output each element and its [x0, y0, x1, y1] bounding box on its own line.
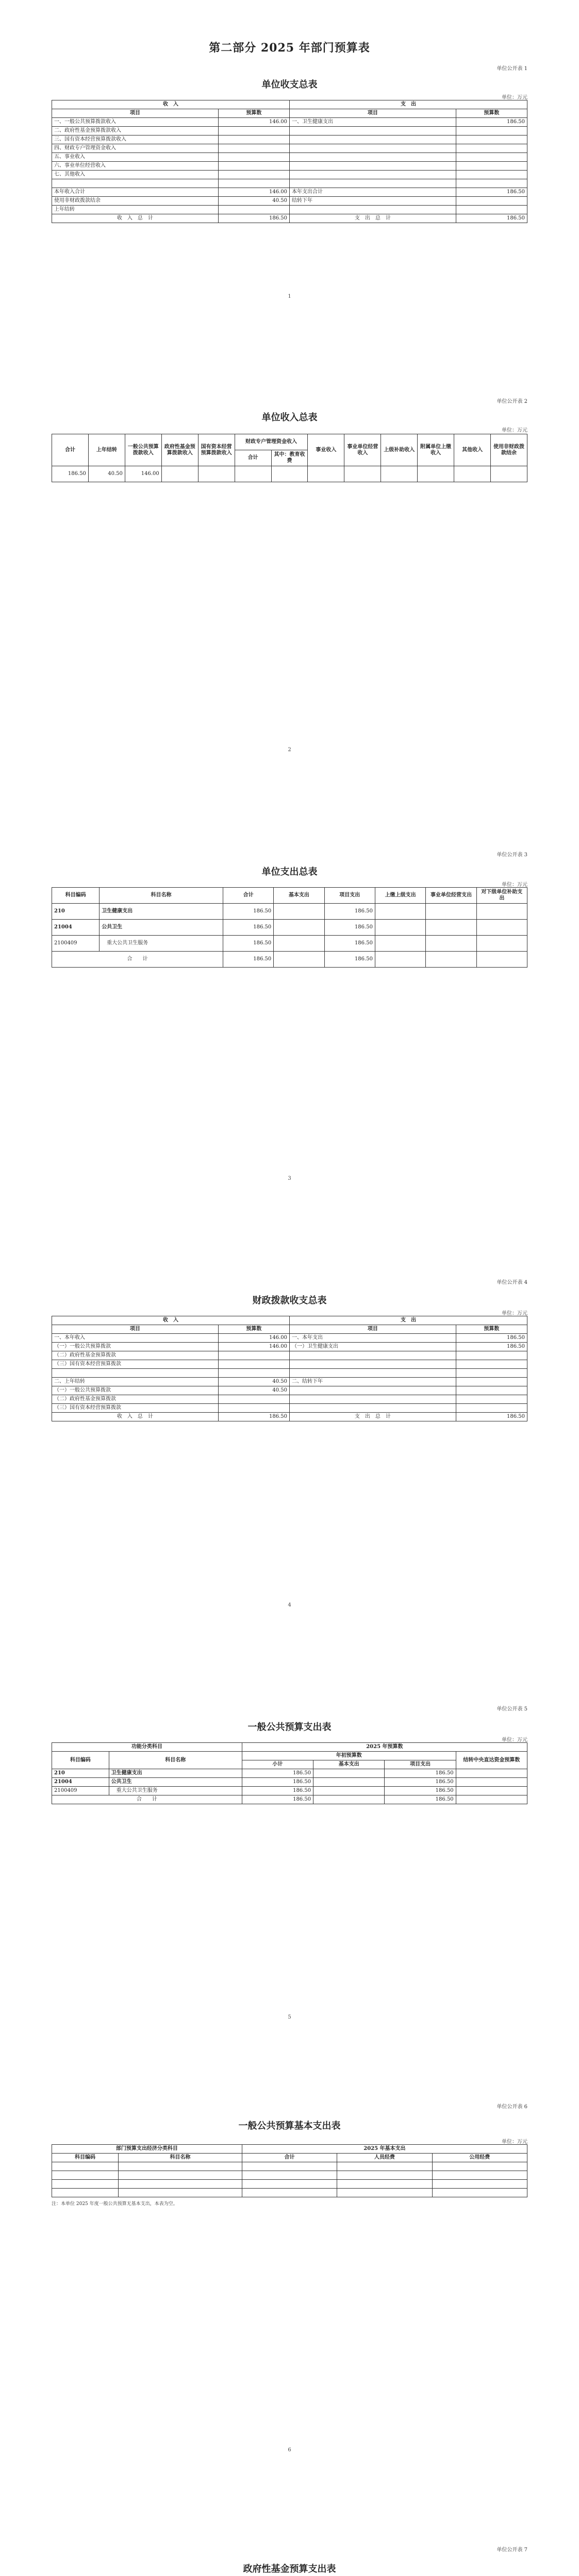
table-cell: [476, 904, 527, 920]
col-header: 上年结转: [88, 434, 125, 466]
table-row: [52, 1787, 527, 1795]
table-cell: 结转下年: [289, 197, 456, 206]
table-cell: [375, 920, 425, 936]
sum-header: 小计: [242, 1760, 313, 1769]
table-cell: [344, 466, 381, 482]
general-budget-expense-table: [52, 1742, 527, 1804]
total-cell: 支 出 总 计: [289, 214, 456, 223]
table-cell: [274, 920, 324, 936]
project-header: 项目支出: [385, 1760, 456, 1769]
table-cell: 21004: [52, 920, 100, 936]
table-cell: 公共卫生: [109, 1778, 242, 1787]
table-cell: （一）一般公共预算拨款: [52, 1343, 219, 1351]
table-cell: [456, 171, 527, 179]
table-row: [52, 179, 527, 188]
form-number: 单位公开表 4: [497, 1280, 527, 1285]
col-header: 合计: [235, 450, 271, 466]
table-cell: [218, 144, 289, 153]
table-cell: 40.50: [88, 466, 125, 482]
table-cell: [456, 135, 527, 144]
table-cell: [418, 466, 454, 482]
form-number: 单位公开表 5: [497, 1706, 527, 1712]
table-cell: [426, 920, 476, 936]
table-row: [52, 1395, 527, 1404]
col-header: 上级补助收入: [381, 434, 418, 466]
table-cell: [456, 197, 527, 206]
table-cell: 上年结转: [52, 206, 219, 214]
table-title: 政府性基金预算支出表: [243, 2564, 336, 2574]
table-cell: [289, 144, 456, 153]
table-cell: [218, 206, 289, 214]
table-cell: 使用非财政拨款结余: [52, 197, 219, 206]
table-row: [52, 1378, 527, 1386]
table-cell: [456, 1404, 527, 1413]
table-cell: 公共卫生: [100, 920, 223, 936]
col-header: 公用经费: [432, 2154, 527, 2162]
table-row: [52, 904, 527, 920]
table-row: [52, 466, 527, 482]
table-cell: 186.50: [385, 1769, 456, 1778]
table-cell: 一、一般公共预算拨款收入: [52, 118, 219, 127]
table-cell: [218, 1404, 289, 1413]
page-number: 5: [288, 2014, 291, 2020]
expense-summary-table: [52, 887, 527, 968]
table-row: [52, 1360, 527, 1369]
table-cell: [456, 1351, 527, 1360]
col-header: 国有资本经营预算拨款收入: [198, 434, 235, 466]
table-cell: [52, 179, 219, 188]
table-cell: [218, 171, 289, 179]
table-row: [52, 171, 527, 179]
table-cell: 二、上年结转: [52, 1378, 219, 1386]
income-expense-summary-table: [52, 100, 527, 223]
table-cell: 40.50: [218, 1378, 289, 1386]
table-cell: 五、事业收入: [52, 153, 219, 162]
unit-label: 单位：万元: [502, 95, 527, 100]
part-title: 第二部分 2025 年部门预算表: [209, 41, 370, 55]
table-cell: 本年支出合计: [289, 188, 456, 197]
col-header: 合计: [52, 434, 89, 466]
total-label: 合 计: [52, 952, 223, 968]
table-cell: 186.50: [242, 1769, 313, 1778]
table-title: 一般公共预算支出表: [247, 1722, 332, 1733]
table-cell: 146.00: [125, 466, 161, 482]
page-number: 4: [288, 1602, 291, 1608]
table-cell: 二、结转下年: [289, 1378, 456, 1386]
total-cell: 186.50: [456, 214, 527, 223]
table-cell: 186.50: [223, 936, 273, 952]
table-cell: 七、其他收入: [52, 171, 219, 179]
total-cell: 收 入 总 计: [52, 1413, 219, 1421]
code-header: 科目编码: [52, 1752, 109, 1769]
fiscal-income-expense-table: [52, 1316, 527, 1421]
table-row: [52, 1778, 527, 1787]
table-cell: 186.50: [324, 920, 375, 936]
table-cell: [52, 1369, 219, 1378]
col-header: 事业单位经营收入: [344, 434, 381, 466]
table-cell: 146.00: [218, 1334, 289, 1343]
func-header: 功能分类科目: [52, 1743, 242, 1752]
table-cell: [313, 1787, 385, 1795]
unit-label: 单位：万元: [502, 882, 527, 888]
col-header: 政府性基金预算拨款收入: [161, 434, 198, 466]
table-cell: [198, 466, 235, 482]
table-cell: [491, 466, 527, 482]
table-cell: [218, 153, 289, 162]
total-cell: [426, 952, 476, 968]
table-cell: [218, 179, 289, 188]
col-header: 对下级单位补助支出: [476, 888, 527, 904]
unit-label: 单位：万元: [502, 428, 527, 433]
item-header: 项目: [52, 1325, 219, 1334]
table-cell: 一、卫生健康支出: [289, 118, 456, 127]
table-cell: [476, 920, 527, 936]
unit-label: 单位：万元: [502, 1311, 527, 1316]
table-cell: [218, 127, 289, 135]
table-row: [52, 1334, 527, 1343]
page-number: 3: [288, 1176, 291, 1181]
basic-header: 基本支出: [313, 1760, 385, 1769]
table-row: [52, 1369, 527, 1378]
table-cell: [456, 1769, 527, 1778]
expense-header: 支 出: [289, 1316, 527, 1325]
budget-header: 预算数: [456, 1325, 527, 1334]
page-number: 2: [288, 747, 291, 753]
table-cell: 186.50: [324, 904, 375, 920]
table-cell: 186.50: [385, 1787, 456, 1795]
form-number: 单位公开表 6: [497, 2104, 527, 2110]
total-cell: 支 出 总 计: [289, 1413, 456, 1421]
col-header: 科目编码: [52, 2154, 119, 2162]
table-row: [52, 153, 527, 162]
table-cell: [218, 1395, 289, 1404]
form-number: 单位公开表 7: [497, 2547, 527, 2553]
table-cell: [218, 162, 289, 171]
year-header: 2025 年基本支出: [242, 2145, 527, 2154]
table-cell: [313, 1778, 385, 1787]
table-row: [52, 162, 527, 171]
table-row: [52, 1769, 527, 1778]
table-cell: [313, 1769, 385, 1778]
table-cell: 186.50: [385, 1778, 456, 1787]
col-header: 其中：教育收费: [271, 450, 308, 466]
table-note: 注：本单位 2025 年度一般公共预算无基本支出，本表为空。: [52, 2201, 178, 2207]
total-cell: 186.50: [385, 1795, 456, 1804]
table-cell: [456, 1378, 527, 1386]
table-cell: 186.50: [456, 188, 527, 197]
item-header: 项目: [52, 109, 219, 118]
table-row: [52, 127, 527, 135]
form-number: 单位公开表 3: [497, 852, 527, 858]
table-cell: （三）国有资本经营预算拨款: [52, 1360, 219, 1369]
col-header: 附属单位上缴收入: [418, 434, 454, 466]
col-header: 科目名称: [100, 888, 223, 904]
total-cell: 186.50: [456, 1413, 527, 1421]
table-cell: [218, 1369, 289, 1378]
table-cell: 六、事业单位经营收入: [52, 162, 219, 171]
table-cell: [289, 135, 456, 144]
table-cell: 2100409: [52, 936, 100, 952]
total-cell: [456, 1795, 527, 1804]
table-cell: [426, 904, 476, 920]
table-cell: 40.50: [218, 197, 289, 206]
total-cell: [375, 952, 425, 968]
page-number: 1: [288, 294, 291, 299]
table-cell: （二）政府性基金预算拨款: [52, 1351, 219, 1360]
basic-expense-table: [52, 2144, 527, 2197]
table-cell: [161, 466, 198, 482]
table-cell: 2100409: [52, 1787, 109, 1795]
table-cell: [456, 1369, 527, 1378]
table-cell: 146.00: [218, 188, 289, 197]
item-header: 项目: [289, 1325, 456, 1334]
table-title: 一般公共预算基本支出表: [238, 2121, 341, 2131]
table-row: [52, 197, 527, 206]
table-cell: [218, 135, 289, 144]
table-cell: [454, 466, 491, 482]
table-row: [52, 1386, 527, 1395]
table-cell: （一）一般公共预算拨款: [52, 1386, 219, 1395]
table-cell: 卫生健康支出: [100, 904, 223, 920]
table-cell: 重大公共卫生服务: [109, 1787, 242, 1795]
table-cell: 146.00: [218, 118, 289, 127]
table-cell: [456, 1395, 527, 1404]
total-label: 合 计: [52, 1795, 242, 1804]
table-cell: [456, 179, 527, 188]
table-cell: [289, 179, 456, 188]
page-number: 6: [288, 2447, 291, 2453]
table-cell: [456, 1787, 527, 1795]
total-cell: 186.50: [242, 1795, 313, 1804]
total-cell: 收 入 总 计: [52, 214, 219, 223]
table-cell: [456, 153, 527, 162]
table-cell: [289, 1369, 456, 1378]
table-cell: [289, 206, 456, 214]
unit-label: 单位：万元: [502, 1737, 527, 1743]
table-cell: 21004: [52, 1778, 109, 1787]
table-row: [52, 144, 527, 153]
table-cell: [426, 936, 476, 952]
table-cell: [289, 153, 456, 162]
table-cell: 40.50: [218, 1386, 289, 1395]
total-cell: [313, 1795, 385, 1804]
table-cell: 186.50: [242, 1787, 313, 1795]
table-cell: 186.50: [242, 1778, 313, 1787]
table-cell: [456, 127, 527, 135]
col-header: 一般公共预算拨款收入: [125, 434, 161, 466]
table-row: [52, 135, 527, 144]
table-title: 单位收入总表: [261, 412, 318, 423]
col-header: 科目名称: [119, 2154, 242, 2162]
table-cell: [456, 1778, 527, 1787]
table-cell: [381, 466, 418, 482]
table-cell: 一、本年收入: [52, 1334, 219, 1343]
table-title: 单位收支总表: [261, 79, 318, 90]
table-cell: [289, 1386, 456, 1395]
income-header: 收 入: [52, 100, 290, 109]
col-header: 科目编码: [52, 888, 100, 904]
col-header: 合计: [242, 2154, 337, 2162]
table-cell: [289, 171, 456, 179]
table-cell: [289, 1395, 456, 1404]
budget-header: 预算数: [218, 109, 289, 118]
col-header: 上缴上级支出: [375, 888, 425, 904]
col-header: 基本支出: [274, 888, 324, 904]
table-cell: [289, 1351, 456, 1360]
table-cell: 186.50: [324, 936, 375, 952]
total-cell: 186.50: [324, 952, 375, 968]
table-cell: 卫生健康支出: [109, 1769, 242, 1778]
table-cell: [456, 1386, 527, 1395]
table-cell: [375, 904, 425, 920]
table-cell: [476, 936, 527, 952]
total-cell: 186.50: [218, 1413, 289, 1421]
table-cell: [289, 1360, 456, 1369]
form-number: 单位公开表 1: [497, 66, 527, 72]
table-cell: 四、财政专户管理资金收入: [52, 144, 219, 153]
table-cell: [218, 1351, 289, 1360]
table-row: [52, 920, 527, 936]
table-cell: （一）卫生健康支出: [289, 1343, 456, 1351]
table-cell: [218, 1360, 289, 1369]
table-cell: （二）政府性基金预算拨款: [52, 1395, 219, 1404]
table-cell: 186.50: [456, 1343, 527, 1351]
year-header: 2025 年预算数: [242, 1743, 527, 1752]
budget-header: 预算数: [456, 109, 527, 118]
table-cell: 186.50: [456, 1334, 527, 1343]
table-cell: [289, 1404, 456, 1413]
table-row: [52, 1404, 527, 1413]
table-cell: [274, 904, 324, 920]
budget-header: 预算数: [218, 1325, 289, 1334]
col-header: 事业收入: [308, 434, 344, 466]
table-title: 财政拨款收支总表: [252, 1295, 327, 1306]
table-cell: [289, 127, 456, 135]
table-cell: （三）国有资本经营预算拨款: [52, 1404, 219, 1413]
col-header: 事业单位经营支出: [426, 888, 476, 904]
total-cell: [274, 952, 324, 968]
expense-header: 支 出: [289, 100, 527, 109]
table-cell: 210: [52, 1769, 109, 1778]
form-number: 单位公开表 2: [497, 399, 527, 404]
table-row: [52, 1351, 527, 1360]
table-cell: [456, 1360, 527, 1369]
table-row: [52, 188, 527, 197]
econ-header: 部门预算支出经济分类科目: [52, 2145, 242, 2154]
table-cell: 重大公共卫生服务: [100, 936, 223, 952]
table-cell: [456, 162, 527, 171]
table-row: [52, 936, 527, 952]
col-header: 财政专户管理资金收入: [235, 434, 308, 450]
table-cell: 186.50: [456, 118, 527, 127]
table-cell: 210: [52, 904, 100, 920]
table-cell: 186.50: [52, 466, 89, 482]
table-row: [52, 206, 527, 214]
col-header: 项目支出: [324, 888, 375, 904]
income-summary-table: [52, 434, 527, 482]
table-cell: [375, 936, 425, 952]
table-cell: 186.50: [223, 904, 273, 920]
table-cell: [289, 162, 456, 171]
income-header: 收 入: [52, 1316, 290, 1325]
total-cell: 186.50: [223, 952, 273, 968]
table-cell: [456, 144, 527, 153]
table-cell: [274, 936, 324, 952]
transfer-header: 结转中央直达资金预算数: [456, 1752, 527, 1769]
table-title: 单位支出总表: [261, 867, 318, 877]
table-cell: [308, 466, 344, 482]
item-header: 项目: [289, 109, 456, 118]
table-cell: 186.50: [223, 920, 273, 936]
total-cell: [476, 952, 527, 968]
col-header: 使用非财政拨款结余: [491, 434, 527, 466]
table-cell: 146.00: [218, 1343, 289, 1351]
table-cell: 本年收入合计: [52, 188, 219, 197]
col-header: 其他收入: [454, 434, 491, 466]
col-header: 人员经费: [337, 2154, 432, 2162]
name-header: 科目名称: [109, 1752, 242, 1769]
current-header: 年初预算数: [242, 1752, 456, 1760]
table-cell: 二、政府性基金预算拨款收入: [52, 127, 219, 135]
table-cell: 一、本年支出: [289, 1334, 456, 1343]
table-row: [52, 118, 527, 127]
unit-label: 单位：万元: [502, 2139, 527, 2145]
table-row: [52, 1343, 527, 1351]
table-cell: [456, 206, 527, 214]
total-cell: 186.50: [218, 214, 289, 223]
table-cell: 三、国有资本经营预算拨款收入: [52, 135, 219, 144]
col-header: 合计: [223, 888, 273, 904]
table-cell: [235, 466, 271, 482]
table-cell: [271, 466, 308, 482]
